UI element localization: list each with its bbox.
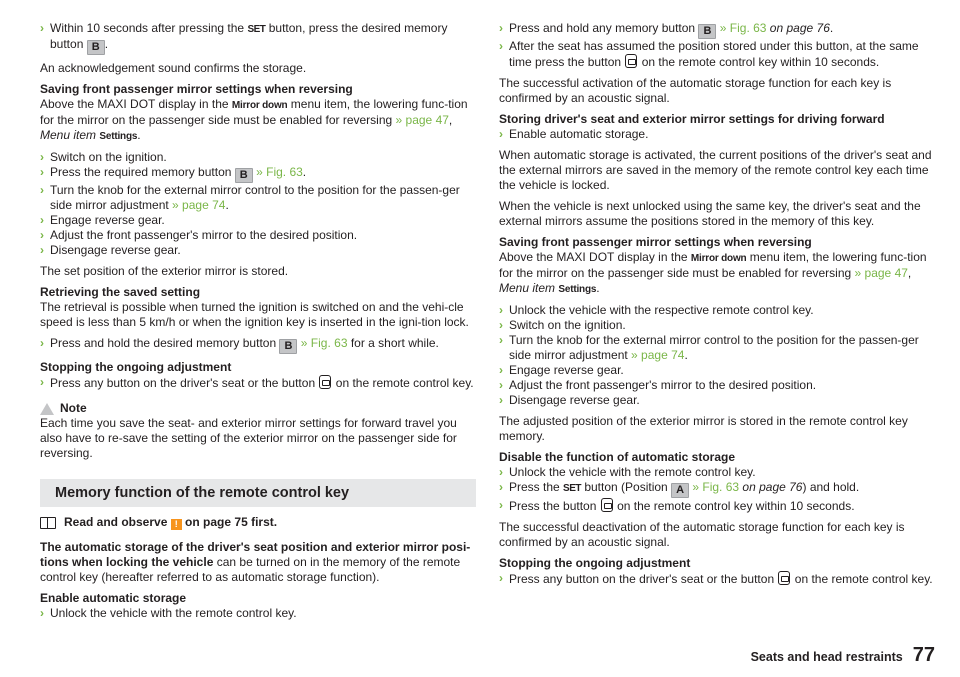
note-icon bbox=[40, 403, 54, 415]
list-item: › Press any button on the driver's seat or the button on the remote control key. bbox=[499, 571, 933, 586]
ack-text: An acknowledgement sound confirms the storage. bbox=[40, 61, 307, 75]
list-item: › After the seat has assumed the position stored under this button, at the same time press the button on the remote control key within 10 seconds. bbox=[499, 39, 919, 69]
book-icon bbox=[40, 517, 56, 529]
page-link[interactable]: » page 47 bbox=[395, 113, 449, 127]
list-item: › Press the required memory button B » Fig. 63. bbox=[40, 165, 307, 181]
page-number: 77 bbox=[912, 644, 935, 666]
note-heading: Note bbox=[40, 401, 476, 416]
stop-heading: Stopping the ongoing adjustment bbox=[40, 360, 232, 374]
disable-heading: Disable the function of automatic storage bbox=[499, 450, 736, 464]
fig-link[interactable]: » Fig. 63 bbox=[716, 21, 767, 35]
list-item: › Disengage reverse gear. bbox=[499, 393, 640, 407]
page-link[interactable]: » page 74 bbox=[172, 198, 226, 212]
deactivation-text: The successful deactivation of the automatic storage function for each key is confirmed by an acoustic signal. bbox=[499, 520, 905, 549]
list-item: › Engage reverse gear. bbox=[499, 363, 624, 377]
menu-mirror-down: Mirror down bbox=[231, 100, 288, 111]
rev-steps bbox=[499, 303, 935, 408]
list-item: › Press the SET button (Position A » Fig. 63 on page 76) and hold. bbox=[499, 480, 860, 496]
list-item: › Turn the knob for the external mirror control to the position for the passen-ger side mirror adjustment » page 74. bbox=[499, 333, 919, 362]
retrieve-paragraph: Retrieving the saved setting The retrieval is possible when turned the ignition is switched on and the vehi-cle speed is less than 5 km/h or when the ignition key is inserted in the igni-tion lock. bbox=[40, 285, 476, 330]
enable-heading: Enable automatic storage bbox=[40, 591, 187, 605]
stop-heading: Stopping the ongoing adjustment bbox=[499, 556, 691, 570]
list-item: › Press and hold the desired memory button B » Fig. 63 for a short while. bbox=[40, 336, 439, 352]
section-title: Memory function of the remote control key bbox=[40, 479, 476, 507]
rev-steps bbox=[40, 150, 476, 258]
list-item: › Engage reverse gear. bbox=[40, 213, 165, 227]
enable-steps bbox=[499, 21, 935, 70]
activated-text: When automatic storage is activated, the current positions of the driver's seat and the external mirrors are saved in the memory of the remote control key each time the vehicle is locked. bbox=[499, 148, 932, 192]
left-column bbox=[40, 21, 476, 621]
remote-lock-icon bbox=[601, 498, 613, 512]
list-item: › Press any button on the driver's seat or the button on the remote control key. bbox=[40, 375, 474, 390]
memory-key-b: B bbox=[698, 24, 716, 39]
list-item: › Switch on the ignition. bbox=[40, 150, 167, 164]
remote-lock-icon bbox=[625, 54, 637, 68]
list-item: › Press the button on the remote control key within 10 seconds. bbox=[499, 498, 855, 513]
list-item: › Press and hold any memory button B » Fig. 63 on page 76. bbox=[499, 21, 834, 37]
page-footer bbox=[751, 645, 935, 665]
next-unlock-text: When the vehicle is next unlocked using the same key, the driver's seat and the external mirrors assume the positions stored in the memory of this key. bbox=[499, 199, 921, 228]
page-link[interactable]: » page 74 bbox=[631, 348, 685, 362]
disable-steps bbox=[499, 465, 935, 514]
list-item: › Disengage reverse gear. bbox=[40, 243, 181, 257]
read-observe: Read and observe ! on page 75 first. bbox=[40, 515, 476, 530]
forward-heading: Storing driver's seat and exterior mirror settings for driving forward bbox=[499, 112, 885, 126]
memory-key-b: B bbox=[235, 168, 253, 183]
fig-link[interactable]: » Fig. 63 bbox=[252, 165, 303, 179]
memory-key-b: B bbox=[87, 40, 105, 55]
rev-paragraph: Saving front passenger mirror settings when reversing Above the MAXI DOT display in the Mirror down menu item, the lowering func-tion for the mirror on the passenger side must be enabled for reversing » page 47, Menu item Settings. bbox=[40, 82, 476, 144]
stop-steps bbox=[40, 375, 476, 391]
list-item: › Unlock the vehicle with the respective remote control key. bbox=[499, 303, 814, 317]
footer-section-title: Seats and head restraints bbox=[750, 650, 903, 664]
rev-heading: Saving front passenger mirror settings when reversing bbox=[40, 82, 353, 96]
note-body: Each time you save the seat- and exterior mirror settings for forward travel you also have to re-save the setting of the exterior mirror on the passenger side for reversing. bbox=[40, 416, 457, 460]
list-item: › Unlock the vehicle with the remote control key. bbox=[499, 465, 756, 479]
memory-key-b: B bbox=[279, 339, 297, 354]
remote-lock-icon bbox=[778, 571, 790, 585]
page-link[interactable]: » page 47 bbox=[854, 266, 908, 280]
right-column bbox=[499, 21, 935, 587]
list-item: › Enable automatic storage. bbox=[499, 127, 649, 141]
auto-paragraph: The automatic storage of the driver's seat position and exterior mirror posi-tions when locking the vehicle can be turned on in the memory of the remote control key (hereafter referred to as automatic storage function). bbox=[40, 540, 471, 584]
menu-settings: Settings bbox=[558, 284, 597, 295]
list-item: › Adjust the front passenger's mirror to the desired position. bbox=[40, 228, 358, 242]
menu-mirror-down: Mirror down bbox=[690, 253, 747, 264]
list-item: › Switch on the ignition. bbox=[499, 318, 626, 332]
set-button-icon: SET bbox=[563, 483, 581, 494]
fig-link[interactable]: » Fig. 63 bbox=[297, 336, 348, 350]
set-button-icon: SET bbox=[247, 24, 266, 35]
success-text: The successful activation of the automatic storage function for each key is confirmed by an acoustic signal. bbox=[499, 76, 892, 105]
retrieve-heading: Retrieving the saved setting bbox=[40, 285, 201, 299]
remote-lock-icon bbox=[319, 375, 331, 389]
stored-text: The set position of the exterior mirror is stored. bbox=[40, 264, 289, 278]
rev-heading: Saving front passenger mirror settings when reversing bbox=[499, 235, 812, 249]
hold-steps bbox=[40, 336, 476, 354]
step-set-button: › Within 10 seconds after pressing the SET button, press the desired memory button B . bbox=[40, 21, 448, 53]
rev-paragraph: Saving front passenger mirror settings when reversing Above the MAXI DOT display in the Mirror down menu item, the lowering func-tion for the mirror on the passenger side must be enabled for reversing » page 47, Menu item Settings. bbox=[499, 235, 935, 297]
memory-key-a: A bbox=[671, 483, 689, 498]
menu-settings: Settings bbox=[99, 131, 138, 142]
list-item: › Unlock the vehicle with the remote control key. bbox=[40, 606, 297, 620]
step-arrow-icon: › bbox=[40, 21, 44, 35]
list-item: › Turn the knob for the external mirror control to the position for the passen-ger side mirror adjustment » page 74. bbox=[40, 183, 460, 212]
warning-icon: ! bbox=[171, 519, 182, 530]
fig-link[interactable]: » Fig. 63 bbox=[689, 480, 740, 494]
forward-steps bbox=[499, 127, 935, 142]
adjusted-text: The adjusted position of the exterior mirror is stored in the remote control key memory. bbox=[499, 414, 908, 443]
list-item: › Adjust the front passenger's mirror to the desired position. bbox=[499, 378, 817, 392]
